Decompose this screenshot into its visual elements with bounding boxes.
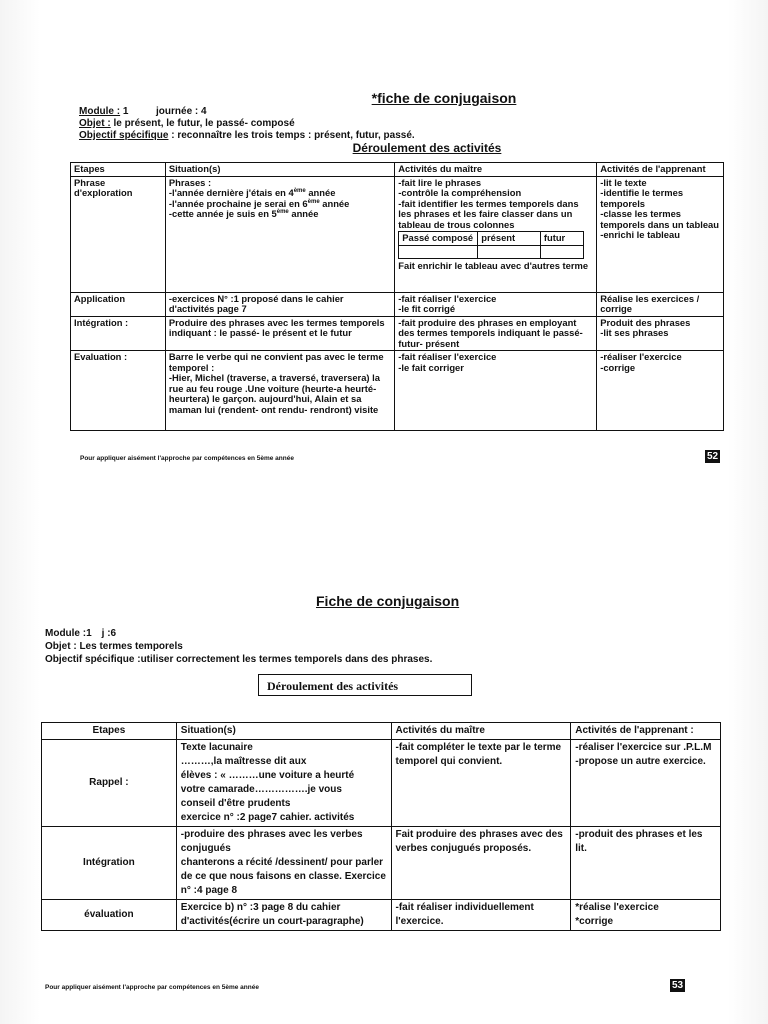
apprenant-cell: Réalise les exercices / corrige bbox=[597, 292, 724, 316]
situation-cell: -produire des phrases avec les verbes conjugués chanterons a récité /dessinent/ pour parler de ce que nous faisons en classe. Exercice n° :4 page 8 bbox=[176, 827, 391, 900]
apprenant-cell: -lit le texte -identifie le termes temporels -classe les termes temporels dans un tableau -enrichi le tableau bbox=[597, 176, 724, 292]
col-header-etapes: Etapes bbox=[42, 723, 177, 740]
maitre-cell: -fait produire des phrases en employant des termes temporels indiquant le passé- futur- présent bbox=[395, 316, 597, 351]
apprenant-cell: -réaliser l'exercice -corrige bbox=[597, 351, 724, 431]
sheet1-meta bbox=[79, 106, 415, 142]
situation-cell: Produire des phrases avec les termes temporels indiquant : le passé- le présent et le futur bbox=[165, 316, 394, 351]
sheet1-objectif-label: Objectif spécifique bbox=[79, 130, 169, 141]
maitre-cell: -fait réaliser individuellement l'exercice. bbox=[391, 900, 571, 931]
table-row-application bbox=[71, 292, 724, 316]
sheet2-footer: Pour appliquer aisément l'approche par compétences en 5ème année bbox=[45, 984, 259, 991]
table-row-evaluation bbox=[71, 351, 724, 431]
sheet1-objet-label: Objet : bbox=[79, 118, 111, 129]
mini-col-passe: Passé composé bbox=[399, 232, 478, 246]
mini-col-present: présent bbox=[478, 232, 541, 246]
phrase-1: -l'année dernière j'étais en 4ème année bbox=[168, 187, 336, 198]
table-row-integration bbox=[71, 316, 724, 351]
etape-cell: Evaluation : bbox=[71, 351, 166, 431]
situation-cell: Phrases : -l'année dernière j'étais en 4ème année -l'année prochaine je serai en 6ème année -cette année je suis en 5ème année bbox=[165, 176, 394, 292]
apprenant-cell: -réaliser l'exercice sur .P.L.M -propose un autre exercice. bbox=[571, 740, 721, 827]
col-header-activites-apprenant: Activités de l'apprenant bbox=[597, 163, 724, 177]
sheet2-title: Fiche de conjugaison bbox=[316, 593, 460, 609]
situation-cell: Exercice b) n° :3 page 8 du cahier d'activités(écrire un court-paragraphe) bbox=[176, 900, 391, 931]
table-row-exploration bbox=[71, 176, 724, 292]
sheet1-module-value: 1 bbox=[122, 106, 129, 117]
apprenant-cell: Produit des phrases -lit ses phrases bbox=[597, 316, 724, 351]
col-header-activites-maitre: Activités du maître bbox=[391, 723, 571, 740]
sheet1-deroulement-heading: Déroulement des activités bbox=[352, 141, 502, 155]
table-row-evaluation bbox=[42, 900, 721, 931]
mini-col-futur: futur bbox=[540, 232, 583, 246]
table-header-row bbox=[71, 163, 724, 177]
sheet1-objet-value: le présent, le futur, le passé- composé bbox=[113, 118, 295, 129]
sheet1-module-label: Module : bbox=[79, 106, 121, 117]
sheet1-title: *fiche de conjugaison bbox=[371, 90, 517, 106]
sheet1-objet-line bbox=[79, 118, 415, 130]
sheet1-footer: Pour appliquer aisément l'approche par compétences en 5ème année bbox=[80, 455, 294, 462]
sheet1-activities-table bbox=[70, 162, 724, 431]
col-header-situations: Situation(s) bbox=[165, 163, 394, 177]
table-row-integration bbox=[42, 827, 721, 900]
sheet2-objet: Objet : Les termes temporels bbox=[45, 641, 183, 652]
col-header-etapes: Etapes bbox=[71, 163, 166, 177]
etape-cell: évaluation bbox=[42, 900, 177, 931]
tense-classification-table bbox=[398, 231, 584, 259]
sheet2-page-number: 53 bbox=[672, 980, 684, 991]
phrase-2: -l'année prochaine je serai en 6ème année bbox=[168, 197, 350, 209]
maitre-cell: -fait lire le phrases -contrôle la compréhension -fait identifier les termes temporels dans les phrases et les faire classer dans un tableau de trous colonnes Passé composé présent futur Fait enrichir le tableau avec d'autres terme bbox=[395, 176, 597, 292]
apprenant-cell: *réalise l'exercice *corrige bbox=[571, 900, 721, 931]
sheet1-page-number: 52 bbox=[707, 451, 719, 462]
maitre-cell: -fait compléter le texte par le terme temporel qui convient. bbox=[391, 740, 571, 827]
etape-cell: Intégration : bbox=[71, 316, 166, 351]
situation-cell: Texte lacunaire ………,la maîtresse dit aux élèves : « ………une voiture a heurté votre camarade…………….je vous conseil d'être prudents exercice n° :2 page7 cahier. activités bbox=[176, 740, 391, 827]
col-header-situations: Situation(s) bbox=[176, 723, 391, 740]
maitre-cell: Fait produire des phrases avec des verbes conjugués proposés. bbox=[391, 827, 571, 900]
sheet2-module-line: Module :1 j :6 bbox=[45, 628, 117, 639]
sheet1-objectif-value: : reconnaître les trois temps : présent, futur, passé. bbox=[171, 130, 415, 141]
phrase-3: -cette année je suis en 5ème année bbox=[168, 208, 319, 219]
col-header-activites-apprenant: Activités de l'apprenant : bbox=[571, 723, 721, 740]
sheet2-activities-table bbox=[41, 722, 721, 931]
sheet1-journee: journée : 4 bbox=[156, 106, 207, 117]
etape-cell: Rappel : bbox=[42, 740, 177, 827]
table-row-rappel bbox=[42, 740, 721, 827]
etape-cell: Application bbox=[71, 292, 166, 316]
situation-cell: Barre le verbe qui ne convient pas avec le terme temporel : -Hier, Michel (traverse, a traversé, traversera) la rue au feu rouge .Une voiture (heurte-a heurté- heurtera) le garçon. aujourd'hui, Alain et sa maman lui (rendent- ont rendu- rendront) visite bbox=[165, 351, 394, 431]
maitre-cell: -fait réaliser l'exercice -le fit corrigé bbox=[395, 292, 597, 316]
etape-cell: Intégration bbox=[42, 827, 177, 900]
sheet2-objectif: Objectif spécifique :utiliser correctement les termes temporels dans des phrases. bbox=[45, 654, 433, 665]
sheet2-deroulement-box: Déroulement des activités bbox=[258, 674, 472, 696]
sheet2-meta bbox=[45, 627, 432, 666]
apprenant-cell: -produit des phrases et les lit. bbox=[571, 827, 721, 900]
etape-cell: Phrase d'exploration bbox=[71, 176, 166, 292]
col-header-activites-maitre: Activités du maître bbox=[395, 163, 597, 177]
situation-cell: -exercices N° :1 proposé dans le cahier d'activités page 7 bbox=[165, 292, 394, 316]
sheet1-module-line bbox=[79, 106, 415, 118]
table-header-row bbox=[42, 723, 721, 740]
maitre-cell: -fait réaliser l'exercice -le fait corriger bbox=[395, 351, 597, 431]
